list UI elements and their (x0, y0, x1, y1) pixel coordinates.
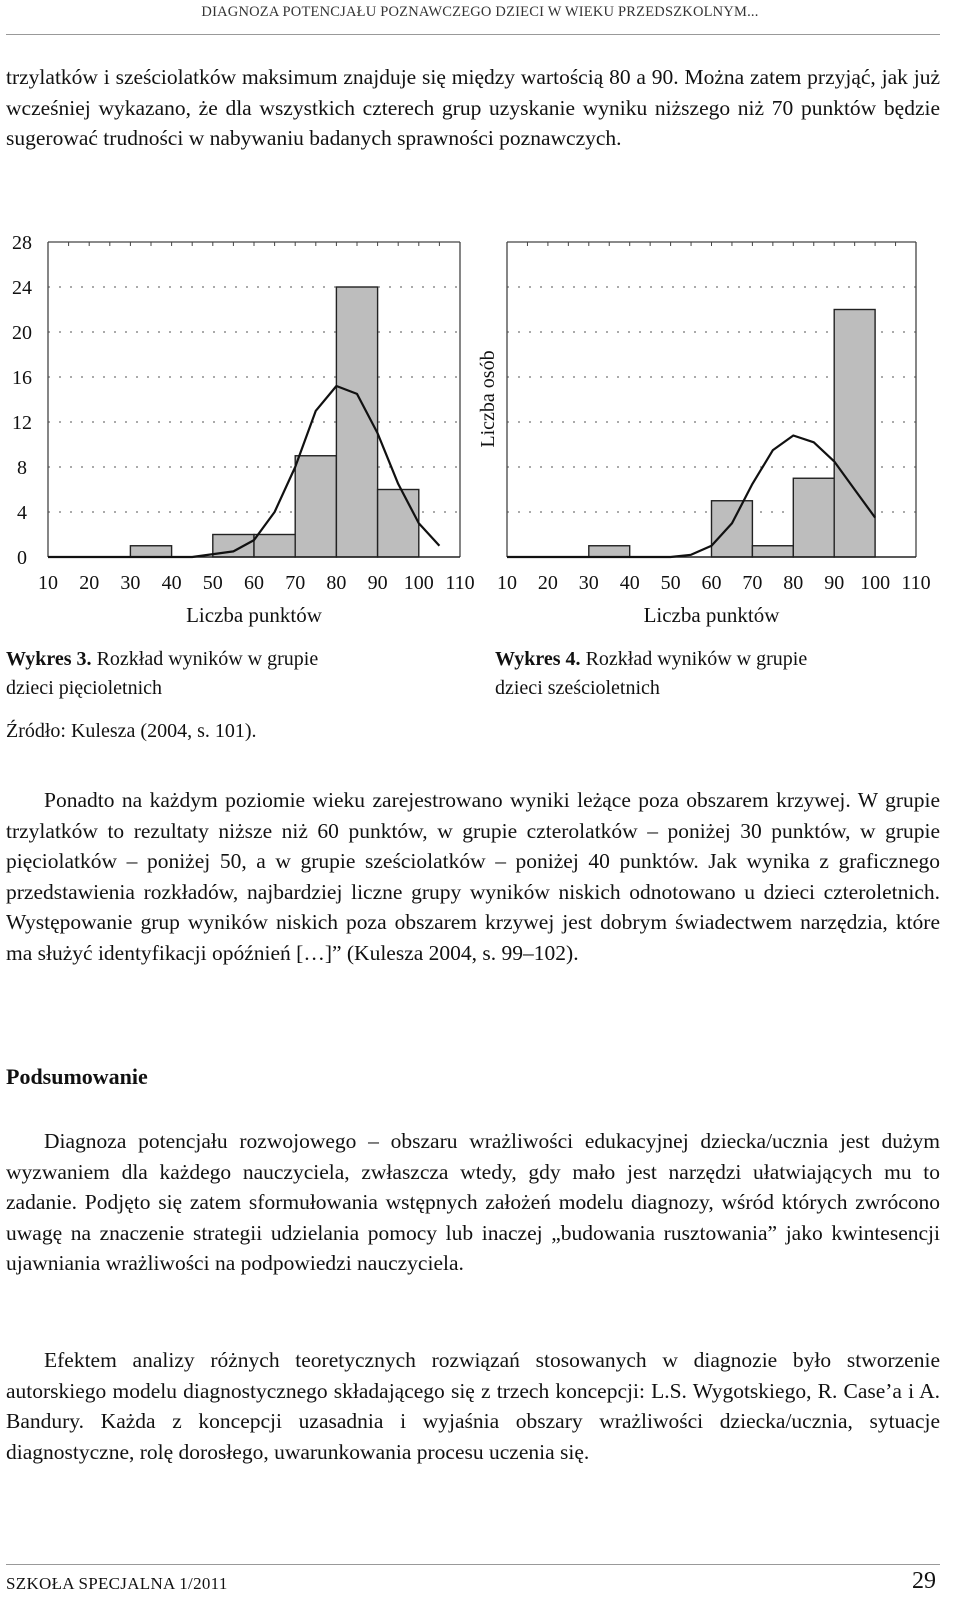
x-tick-label: 20 (537, 572, 558, 594)
figure-caption-3-number: Wykres 3. (6, 648, 92, 670)
source-note: Źródło: Kulesza (2004, s. 101). (6, 720, 257, 742)
y-axis-label: Liczba osób (477, 350, 499, 448)
figure-caption-3-line2: dzieci pięcioletnich (6, 677, 163, 699)
x-tick-label: 50 (660, 572, 681, 594)
x-tick-label: 60 (244, 572, 264, 594)
x-tick-label: 70 (285, 572, 306, 594)
header-rule (6, 34, 940, 35)
x-tick-label: 100 (403, 572, 434, 594)
figure-caption-4-line2: dzieci sześcioletnich (495, 677, 660, 699)
x-tick-label: 100 (860, 572, 891, 594)
y-tick-label: 28 (12, 232, 32, 254)
histogram-bar (254, 535, 295, 558)
histogram-bar (589, 546, 630, 557)
x-tick-label: 40 (161, 572, 182, 594)
x-tick-label: 60 (701, 572, 722, 594)
y-tick-label: 12 (12, 412, 32, 434)
histogram-bar (295, 456, 336, 557)
histogram-bar (834, 310, 875, 558)
x-tick-label: 30 (578, 572, 599, 594)
x-tick-label: 80 (783, 572, 804, 594)
histogram-chart-6yo (497, 242, 931, 627)
footer-rule (6, 1564, 940, 1565)
histogram-bar (378, 490, 419, 558)
section-heading: Podsumowanie (6, 1064, 148, 1089)
y-tick-label: 4 (17, 502, 27, 524)
x-tick-label: 70 (742, 572, 763, 594)
x-tick-label: 80 (326, 572, 347, 594)
y-tick-label: 0 (17, 547, 27, 569)
x-tick-label: 90 (824, 572, 845, 594)
figure-caption-4-number: Wykres 4. (495, 648, 581, 670)
figure-caption-3 (6, 645, 318, 703)
intro-paragraph: trzylatków i sześciolatków maksimum znajduje się między wartością 80 a 90. Można zatem przyjąć, jak już wcześniej wykazano, że dla wszystkich czterech grup uzyskanie wyniku niższego niż 70 punktów będzie sugerować trudności w nabywaniu badanych sprawności poznawczych. (6, 65, 940, 150)
histogram-chart-5yo (12, 232, 475, 627)
running-head: DIAGNOZA POTENCJAŁU POZNAWCZEGO DZIECI W WIEKU PRZEDSZKOLNYM... (201, 4, 759, 20)
y-tick-label: 20 (12, 322, 32, 344)
histogram-bar (793, 478, 834, 557)
summary-paragraph-1: Diagnoza potencjału rozwojowego – obszaru wrażliwości edukacyjnej dziecka/ucznia jest dużym wyzwaniem dla każdego nauczyciela, zwłaszcza wtedy, gdy mało jest narzędzi ułatwiających mu to zadanie. Podjęto się zatem sformułowania wstępnych założeń modelu diagnozy, wśród których zwrócono uwagę na znaczenie strategii udzielania pomocy lub inaczej „budowania rusztowania” jako kwintesencji ujawniania wrażliwości na podpowiedzi nauczyciela. (6, 1129, 940, 1275)
figure-caption-4-text: Rozkład wyników w grupie (580, 648, 808, 670)
y-tick-label: 16 (12, 367, 32, 389)
y-tick-label: 8 (17, 457, 27, 479)
x-tick-label: 10 (497, 572, 517, 594)
x-tick-label: 110 (901, 572, 931, 594)
footer-journal: SZKOŁA SPECJALNA 1/2011 (6, 1574, 228, 1593)
figure-caption-3-text: Rozkład wyników w grupie (91, 648, 319, 670)
y-tick-label: 24 (12, 277, 32, 299)
body-paragraph: Ponadto na każdym poziomie wieku zarejestrowano wyniki leżące poza obszarem krzywej. W grupie trzylatków to rezultaty niższe niż 60 punktów, w grupie czterolatków – poniżej 30 punktów, w grupie pięciolatków – poniżej 50, a w grupie sześciolatków – poniżej 40 punktów. Jak wynika z graficznego przedstawienia rozkładów, najbardziej liczne grupy wyników niskich odnotowano u dzieci czteroletnich. Występowanie grup wyników niskich poza obszarem krzywej jest dobrym świadectwem narzędzia, które ma służyć identyfikacji opóźnień […]” (Kulesza 2004, s. 99–102). (6, 788, 940, 965)
x-tick-label: 110 (445, 572, 475, 594)
histogram-bar (712, 501, 753, 557)
histogram-bar (752, 546, 793, 557)
x-tick-label: 40 (619, 572, 640, 594)
x-tick-label: 30 (120, 572, 141, 594)
histogram-bar (130, 546, 171, 557)
summary-paragraph-2: Efektem analizy różnych teoretycznych rozwiązań stosowanych w diagnozie było stworzenie autorskiego modelu diagnostycznego składającego się z trzech koncepcji: L.S. Wygotskiego, R. Case’a i A. Bandury. Każda z koncepcji uzasadnia i wyjaśnia obszary wrażliwości dziecka/ucznia, sytuacje diagnostyczne, rolę dorosłego, uwarunkowania procesu uczenia się. (6, 1348, 940, 1464)
page-number: 29 (912, 1568, 936, 1594)
x-tick-label: 90 (367, 572, 388, 594)
x-axis-label: Liczba punktów (643, 603, 780, 627)
x-tick-label: 50 (202, 572, 223, 594)
figure-caption-4 (495, 645, 807, 703)
x-axis-label: Liczba punktów (186, 603, 322, 627)
x-tick-label: 20 (79, 572, 100, 594)
x-tick-label: 10 (38, 572, 58, 594)
